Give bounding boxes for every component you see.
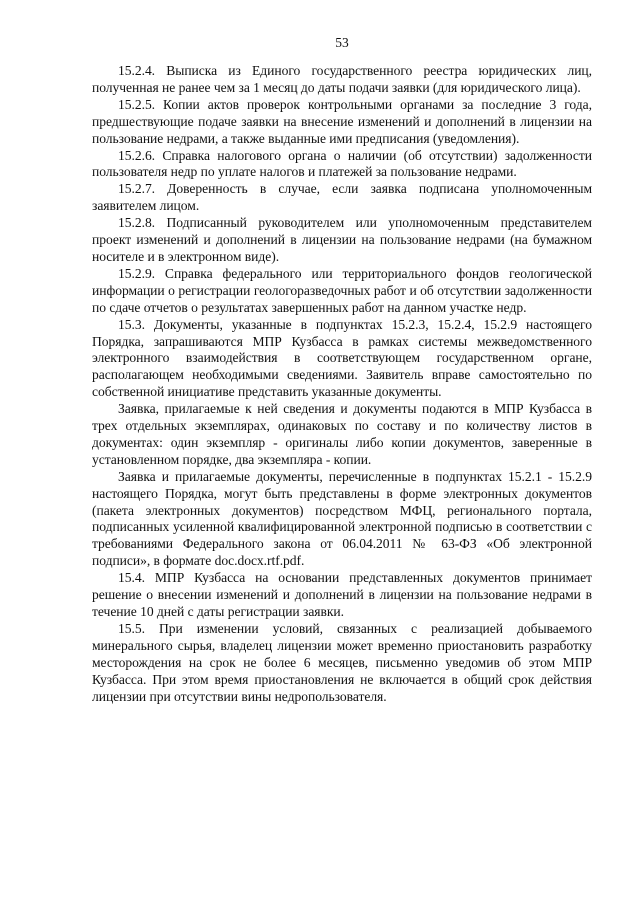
- paragraph-15-4: 15.4. МПР Кузбасса на основании представленных документов принимает решение о внесении изменений и дополнений в лицензии на пользование недрами в течение 10 дней с даты регистрации заявки.: [92, 570, 592, 619]
- paragraph-15-2-8: 15.2.8. Подписанный руководителем или уполномоченным представителем проект изменений и дополнений в лицензии на пользование недрами (на бумажном носителе и в электронном виде).: [92, 215, 592, 264]
- paragraph-15-2-6: 15.2.6. Справка налогового органа о наличии (об отсутствии) задолженности пользователя недр по уплате налогов и платежей за пользование недрами.: [92, 147, 592, 180]
- paragraph-application-copies: Заявка, прилагаемые к ней сведения и документы подаются в МПР Кузбасса в трех отдельных экземплярах, одинаковых по составу и по количеству листов в документах: один экземпляр - оригиналы либо копии документов, заверенные в установленном порядке, два экземпляра - копии.: [92, 401, 592, 467]
- paragraph-15-2-7: 15.2.7. Доверенность в случае, если заявка подписана уполномоченным заявителем лицом.: [92, 181, 592, 214]
- paragraph-15-2-5: 15.2.5. Копии актов проверок контрольными органами за последние 3 года, предшествующие подаче заявки на внесение изменений и дополнений в лицензии на пользование недрами, а также выданные ими предписания (уведомления).: [92, 96, 592, 146]
- page-number: 53: [335, 35, 349, 50]
- paragraph-15-3: 15.3. Документы, указанные в подпунктах 15.2.3, 15.2.4, 15.2.9 настоящего Порядка, запрашиваются МПР Кузбасса в рамках системы межведомственного электронного взаимодействия в соответствующем государственном органе, располагающем необходимыми сведениями. Заявитель вправе самостоятельно по собственной инициативе представить указанные документы.: [92, 316, 592, 400]
- paragraph-15-2-9: 15.2.9. Справка федерального или территориального фондов геологической информации о регистрации геологоразведочных работ и об отсутствии задолженности по сдаче отчетов о результатах завершенных работ на данном участке недр.: [92, 265, 592, 315]
- paragraph-electronic-documents: Заявка и прилагаемые документы, перечисленные в подпунктах 15.2.1 - 15.2.9 настоящего Порядка, могут быть представлены в форме электронных документов (пакета электронных документов) посредством МФЦ, регионального портала, подписанных усиленной квалифицированной электронной подписью в соответствии с требованиями Федерального закона от 06.04.2011 № 63-ФЗ «Об электронной подписи», в формате doc.docx.rtf.pdf.: [92, 468, 592, 569]
- paragraph-15-5: 15.5. При изменении условий, связанных с реализацией добываемого минерального сырья, владелец лицензии может временно приостановить разработку месторождения на срок не более 6 месяцев, письменно уведомив об этом МПР Кузбасса. При этом время приостановления не включается в общий срок действия лицензии при отсутствии вины недропользователя.: [92, 620, 592, 704]
- paragraph-15-2-4: 15.2.4. Выписка из Единого государственного реестра юридических лиц, полученная не ранее чем за 1 месяц до даты подачи заявки (для юридического лица).: [92, 63, 592, 95]
